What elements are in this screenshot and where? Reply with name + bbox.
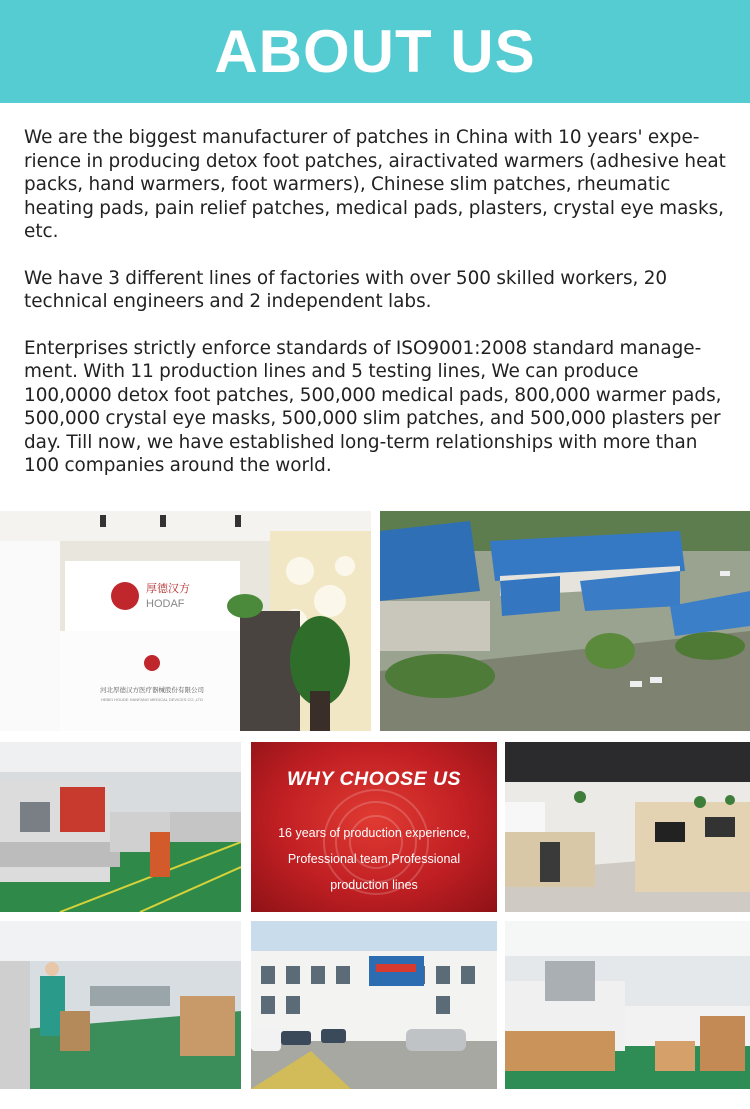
workshop-photo (0, 921, 241, 1089)
production-machine-photo (0, 742, 241, 912)
intro-paragraph-3: Enterprises strictly enforce standards of ISO9001:2008 standard manage- ment. With 11 production lines and 5 testing lines, We can produce 100,0000 detox foot patches, 500,000 medical pads, 800,000 warmer pads, 500,000 crystal eye masks, 500,000 slim patches, and 500,000 plasters per day. Till now, we have established long-term relationships with more than 100 companies around the world. (24, 337, 722, 476)
why-choose-us-panel (251, 742, 497, 912)
aerial-factory-photo (380, 511, 750, 731)
why-line-3: production lines (330, 878, 418, 892)
reception-photo (0, 511, 371, 731)
header-banner (0, 0, 750, 103)
why-line-2: Professional team,Professional (287, 852, 461, 866)
company-en-text: HEBEI HOUDE HANFANG MEDICAL DEVICES CO.,LTD (100, 697, 204, 702)
company-cn-text: 河北厚德汉方医疗器械股份有限公司 (100, 686, 204, 694)
intro-text (24, 126, 729, 501)
page-title: ABOUT US (214, 18, 536, 85)
brand-en-text: HODAF (146, 598, 185, 610)
office-photo (505, 742, 750, 912)
intro-paragraph-1: We are the biggest manufacturer of patches in China with 10 years' expe- rience in producing detox foot patches, airactivated warmers (adhesive heat packs, hand warmers, foot warmers), Chinese slim patches, rheumatic heating pads, pain relief patches, medical pads, plasters, crystal eye masks, etc. (24, 127, 726, 242)
assembly-line-photo (505, 921, 750, 1089)
why-choose-title: WHY CHOOSE US (286, 768, 462, 790)
why-line-1: 16 years of production experience, (278, 826, 470, 840)
brand-cn-text: 厚德汉方 (146, 582, 190, 595)
building-exterior-photo (251, 921, 497, 1089)
intro-paragraph-2: We have 3 different lines of factories with over 500 skilled workers, 20 technical engineers and 2 independent labs. (24, 267, 668, 312)
